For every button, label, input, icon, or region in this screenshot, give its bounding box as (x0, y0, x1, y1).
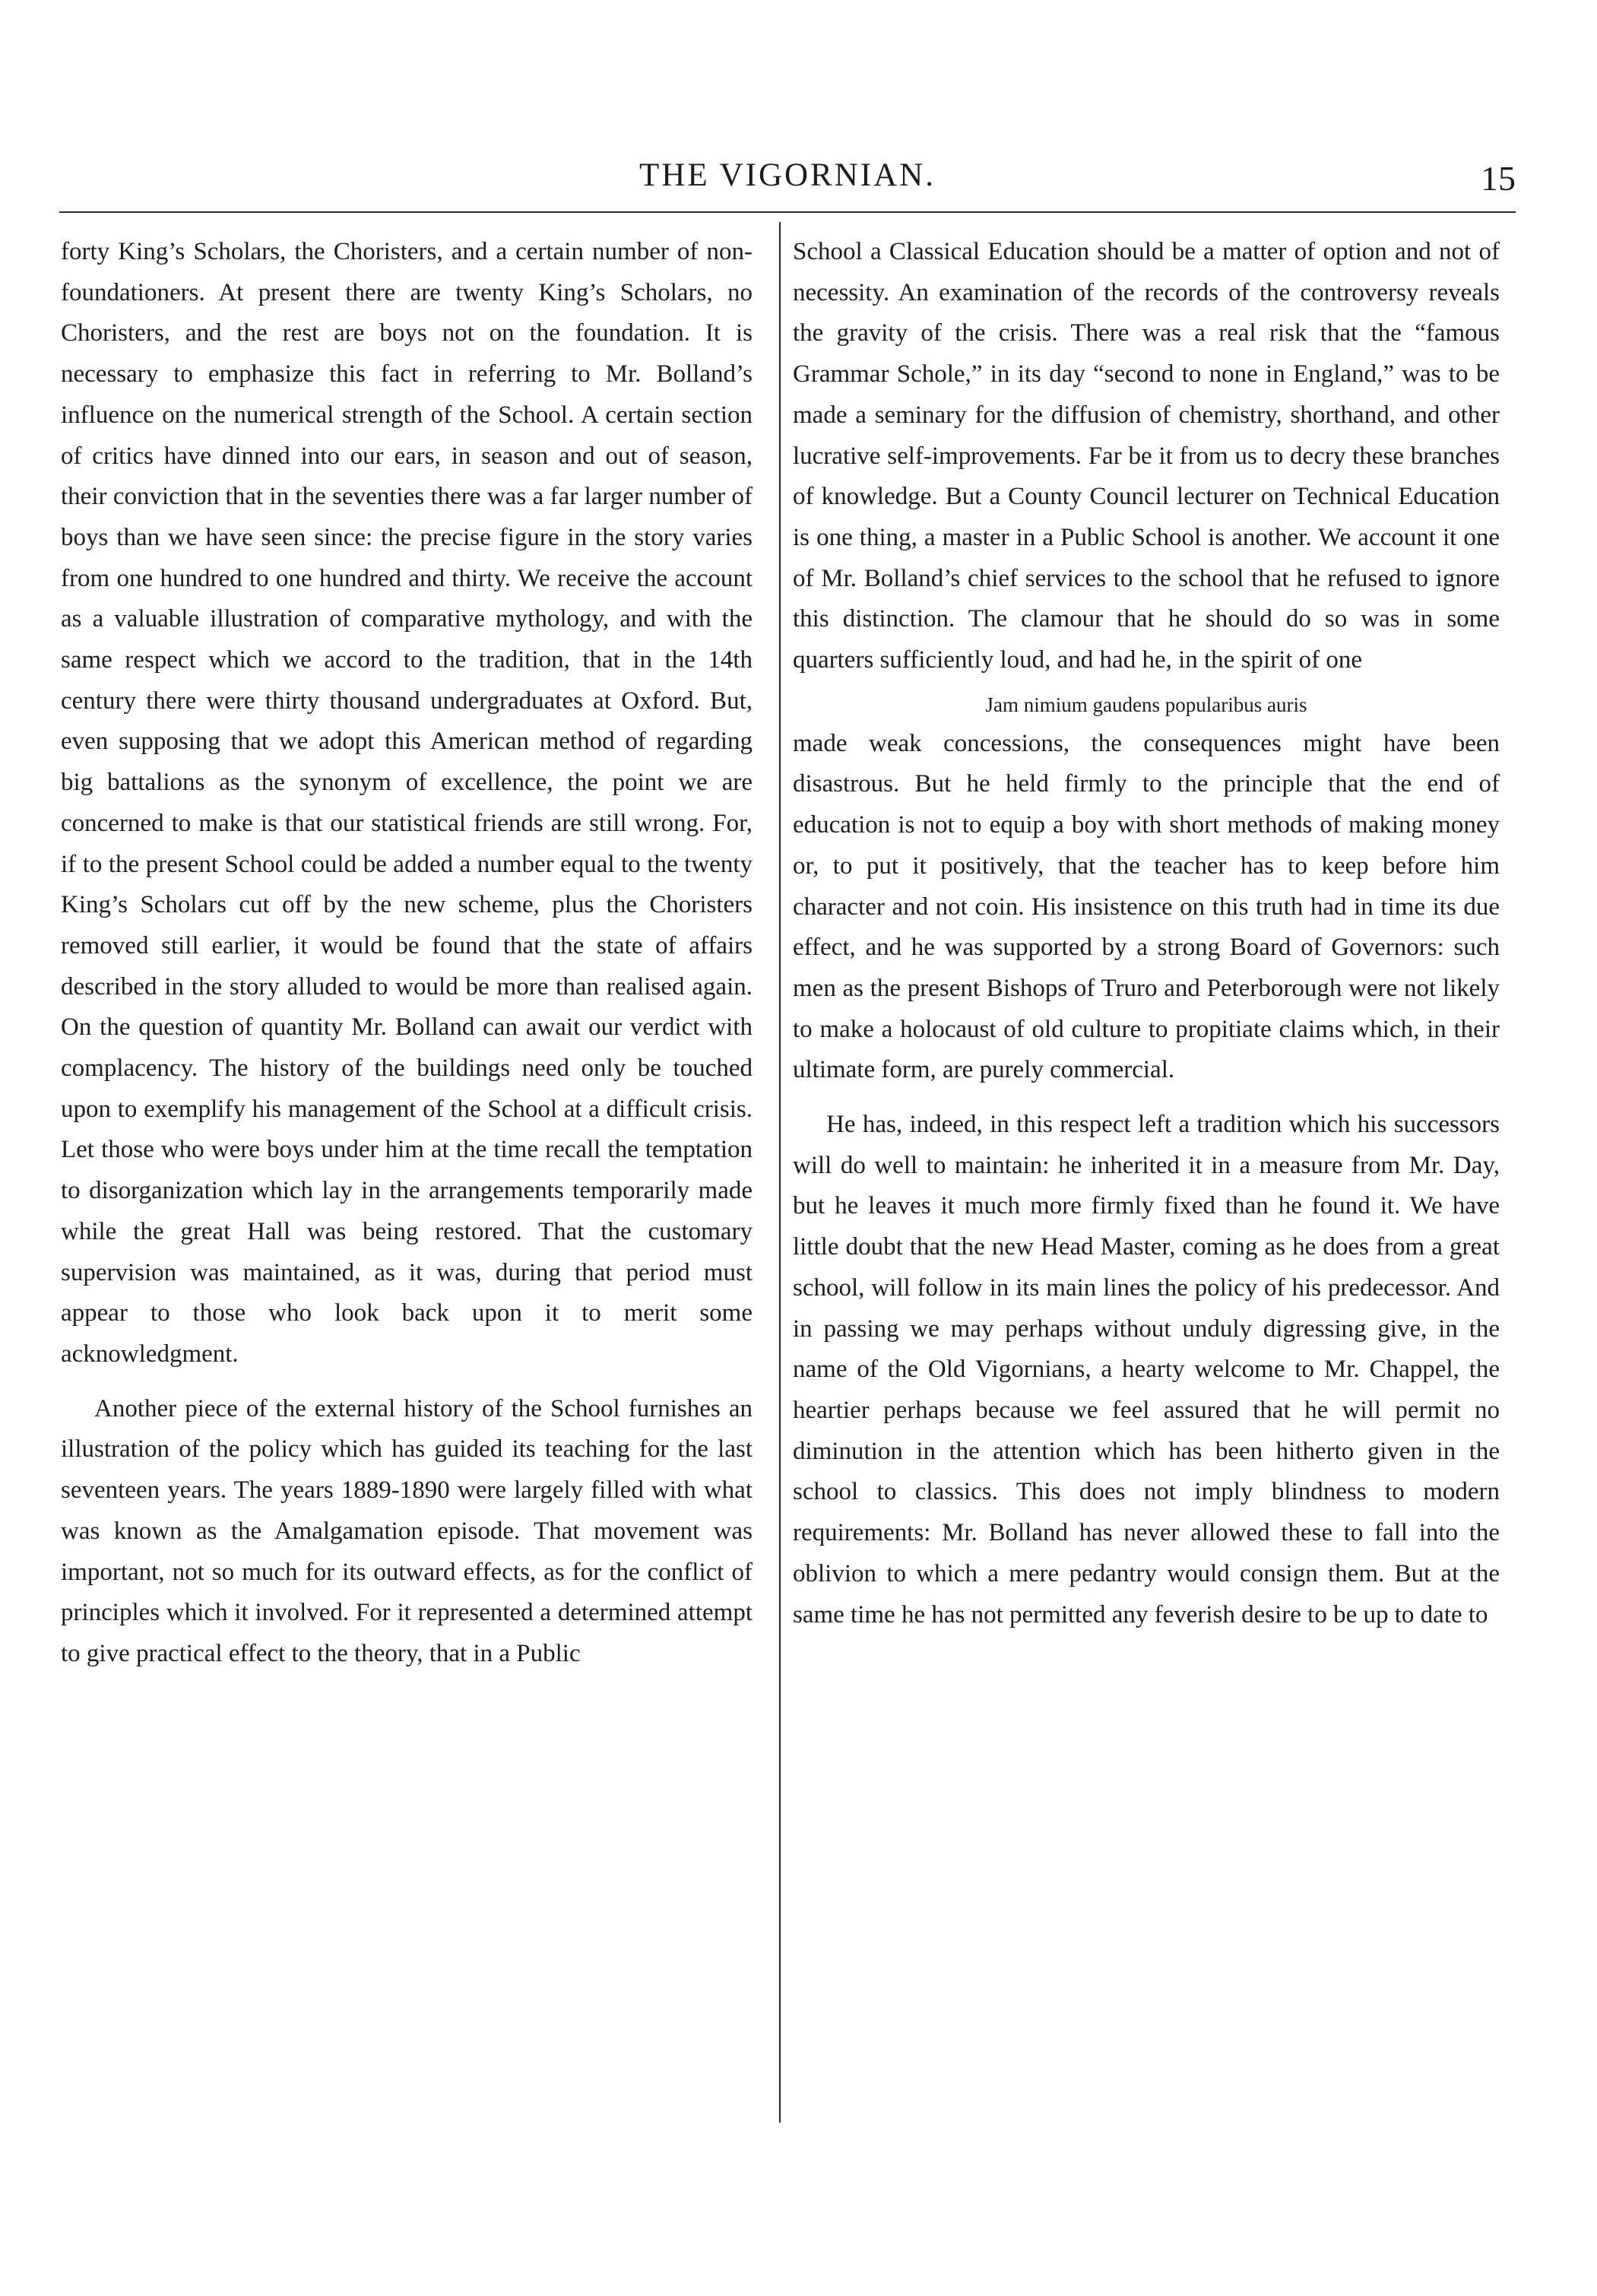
latin-quotation: Jam nimium gaudens popularibus auris (985, 693, 1307, 716)
paragraph-left-2: Another piece of the external history of the School furnishes an illustration of the policy which has guided its teaching for the last seventeen years. The years 1889-1890 were largely filled with what was known as the Amalgamation episode. That movement was important, not so much for its outward effects, as for the conflict of principles which it involved. For it represented a determined attempt to give practical effect to the theory, that in a Public (61, 1394, 753, 1667)
paragraph-left-1: forty King’s Scholars, the Choristers, and a certain number of non-foundationers. At present there are twenty King’s Scholars, no Choristers, and the rest are boys not on the foundation. It is necessary to emphasize this fact in referring to Mr. Bolland’s influence on the numerical strength of the School. A certain section of critics have dinned into our ears, in season and out of season, their conviction that in the seventies there was a far larger number of boys than we have seen since: the precise figure in the story varies from one hundred to one hundred and thirty. We receive the account as a valuable illustration of comparative mythology, and with the same respect which we accord to the tradition, that in the 14th century there were thirty thousand undergraduates at Oxford. But, even supposing that we adopt this American method of regarding big battalions as the synonym of excellence, the point we are concerned to make is that our statistical friends are still wrong. For, if to the present School could be added a number equal to the twenty King’s Scholars cut off by the new scheme, plus the Choristers removed still earlier, it would be found that the state of affairs described in the story alluded to would be more than realised again. On the question of quantity Mr. Bolland can await our verdict with complacency. The history of the buildings need only be touched upon to exemplify his management of the School at a difficult crisis. Let those who were boys under him at the time recall the temptation to disorganization which lay in the arrangements temporarily made while the great Hall was being restored. That the customary supervision was maintained, as it was, during that period must appear to those who look back upon it to merit some acknowledgment. (61, 238, 753, 1368)
right-column (793, 232, 1500, 1635)
left-column (61, 232, 753, 1675)
running-title: THE VIGORNIAN. (639, 157, 936, 193)
page-number: 15 (1481, 159, 1516, 198)
column-divider (779, 222, 781, 2123)
paragraph-right-1: School a Classical Education should be a matter of option and not of necessity. An examination of the records of the controversy reveals the gravity of the crisis. There was a real risk that the “famous Grammar Schole,” in its day “second to none in England,” was to be made a seminary for the diffusion of chemistry, shorthand, and other lucrative self-improvements. Far be it from us to decry these branches of knowledge. But a County Council lecturer on Technical Education is one thing, a master in a Public School is another. We account it one of Mr. Bolland’s chief services to the school that he refused to ignore this distinction. The clamour that he should do so was in some quarters sufficiently loud, and had he, in the spirit of one (793, 238, 1500, 674)
page-header (59, 156, 1516, 209)
paragraph-right-2: made weak concessions, the consequences might have been disastrous. But he held firmly to the principle that the end of education is not to equip a boy with short methods of making money or, to put it positively, that the teacher has to keep before him character and not coin. His insistence on this truth had in time its due effect, and he was supported by a strong Board of Governors: such men as the present Bishops of Truro and Peterborough were not likely to make a holocaust of old culture to propitiate claims which, in their ultimate form, are purely commercial. (793, 729, 1500, 1084)
header-rule (59, 211, 1516, 213)
paragraph-right-3: He has, indeed, in this respect left a tradition which his successors will do well to maintain: he inherited it in a measure from Mr. Day, but he leaves it much more firmly fixed than he found it. We have little doubt that the new Head Master, coming as he does from a great school, will follow in its main lines the policy of his predecessor. And in passing we may perhaps without unduly digressing give, in the name of the Old Vigornians, a hearty welcome to Mr. Chappel, the heartier perhaps because we feel assured that he will permit no diminution in the attention which has been hitherto given in the school to classics. This does not imply blindness to modern requirements: Mr. Bolland has never allowed these to fall into the oblivion to which a mere pedantry would consign them. But at the same time he has not permitted any feverish desire to be up to date to (793, 1111, 1500, 1628)
